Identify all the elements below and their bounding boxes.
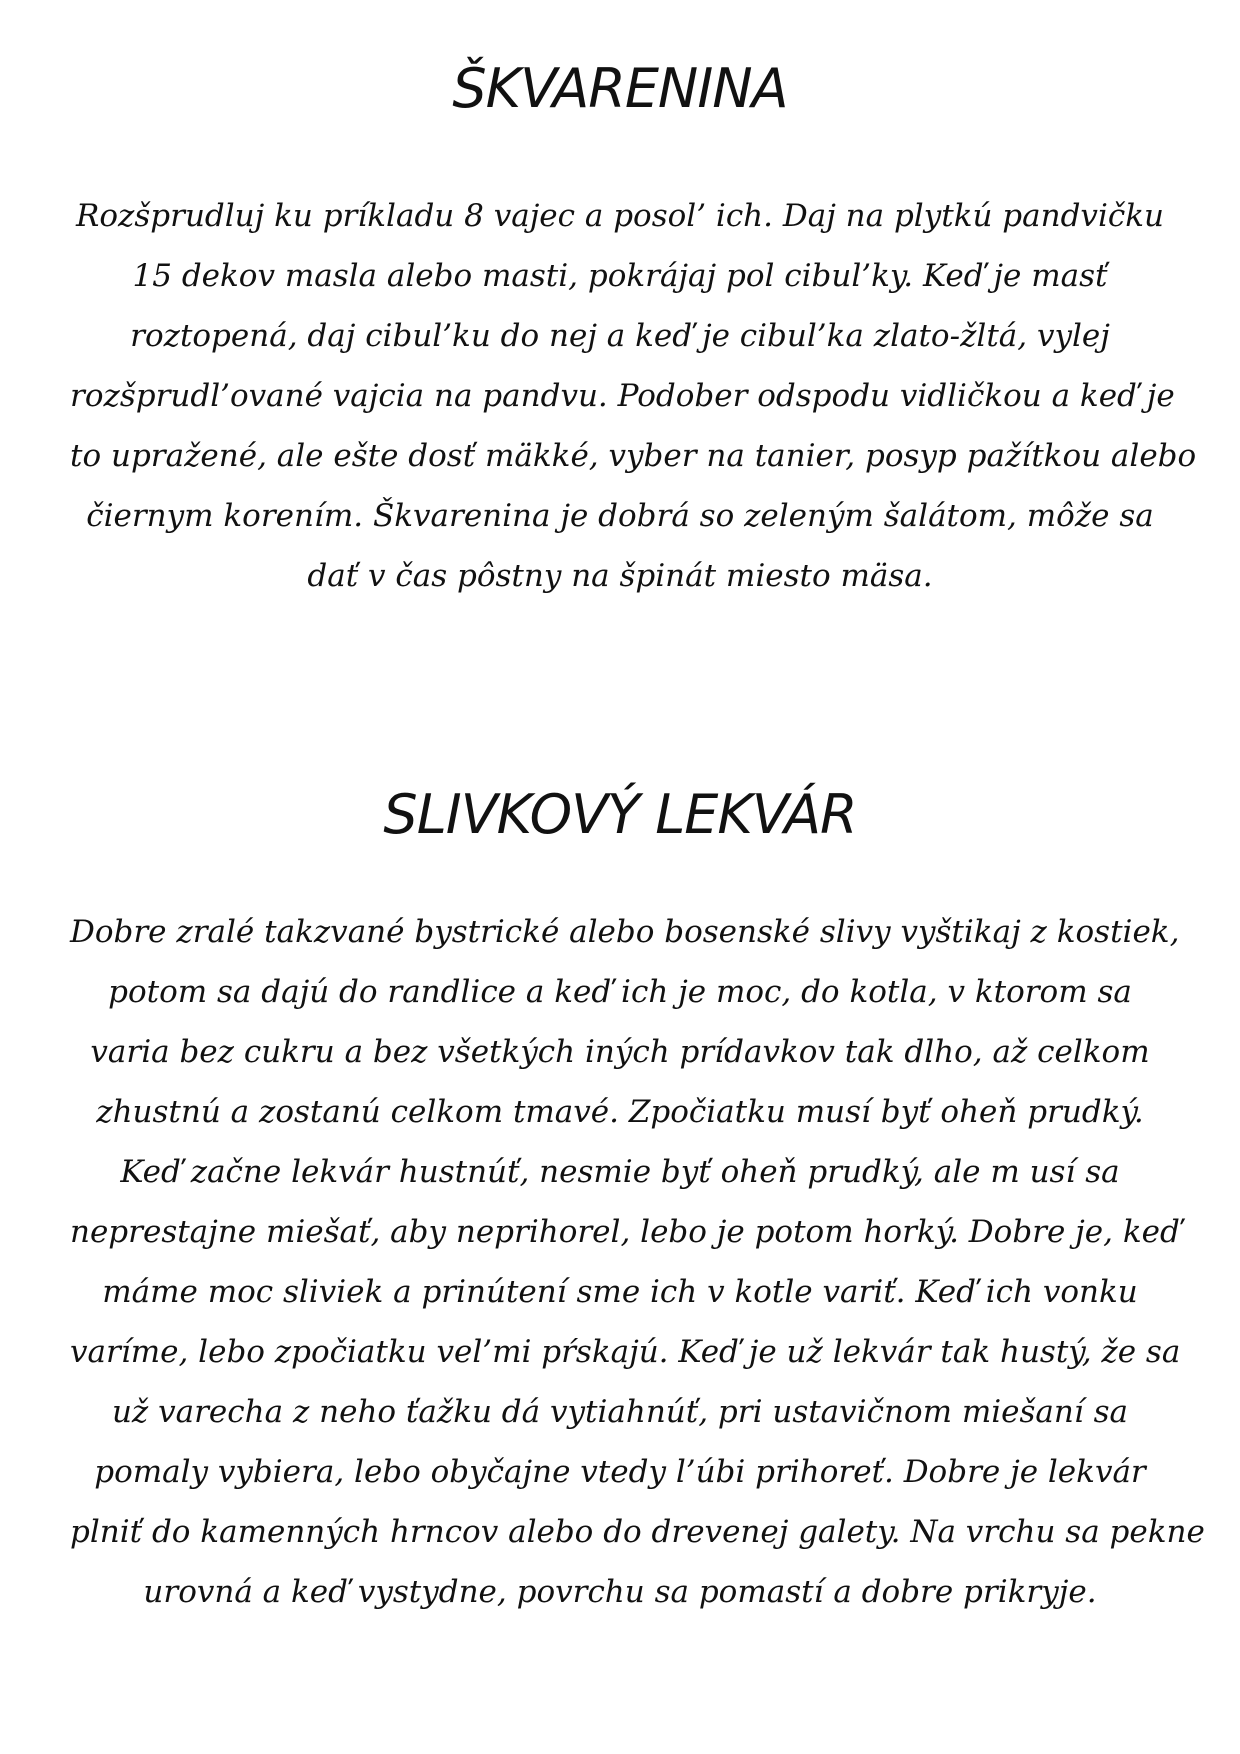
text-line: urovná a keď vystydne, povrchu sa pomastí a dobre prikryje.	[143, 1574, 1097, 1610]
recipe-text	[70, 902, 1205, 1622]
text-line: varíme, lebo zpočiatku vel’mi pŕskajú. Keď je už lekvár tak hustý, že sa	[70, 1334, 1181, 1370]
text-line: rozšprudl’ované vajcia na pandvu. Podober odspodu vidličkou a keď je	[70, 378, 1175, 414]
recipe-skvarenina	[0, 57, 1240, 606]
text-line: čiernym korením. Škvarenina je dobrá so zeleným šalátom, môže sa	[86, 498, 1154, 534]
text-line: Dobre zralé takzvané bystrické alebo bosenské slivy vyštikaj z kostiek,	[70, 914, 1180, 950]
recipe-text	[70, 186, 1197, 606]
text-line: roztopená, daj cibul’ku do nej a keď je cibul’ka zlato-žltá, vylej	[130, 318, 1110, 354]
text-line: zhustnú a zostanú celkom tmavé. Zpočiatku musí byť oheň prudký.	[96, 1094, 1144, 1130]
text-line: pomaly vybiera, lebo obyčajne vtedy l’úbi prihoreť. Dobre je lekvár	[94, 1454, 1146, 1490]
text-line: varia bez cukru a bez všetkých iných prídavkov tak dlho, až celkom	[90, 1034, 1150, 1070]
recipe-slivkovy-lekvar	[0, 783, 1240, 1622]
text-line: Rozšprudluj ku príkladu 8 vajec a posol’ ich. Daj na plytkú pandvičku	[76, 198, 1164, 234]
text-line: neprestajne miešať, aby neprihorel, lebo je potom horký. Dobre je, keď	[70, 1214, 1180, 1250]
text-line: už varecha z neho ťažku dá vytiahnúť, pri ustavičnom miešaní sa	[111, 1394, 1129, 1430]
text-line: Keď začne lekvár hustnúť, nesmie byť oheň prudký, ale m usí sa	[120, 1154, 1120, 1190]
text-line: plniť do kamenných hrncov alebo do drevenej galety. Na vrchu sa pekne	[70, 1514, 1205, 1550]
recipe-title: SLIVKOVÝ LEKVÁR	[383, 783, 857, 846]
text-line: dať v čas pôstny na špinát miesto mäsa.	[307, 558, 933, 594]
text-line: 15 dekov masla alebo masti, pokrájaj pol cibul’ky. Keď je masť	[132, 258, 1108, 294]
text-line: potom sa dajú do randlice a keď ich je moc, do kotla, v ktorom sa	[108, 974, 1132, 1010]
text-line: máme moc sliviek a prinútení sme ich v kotle variť. Keď ich vonku	[102, 1274, 1138, 1310]
text-line: to upražené, ale ešte dosť mäkké, vyber na tanier, posyp pažítkou alebo	[70, 438, 1197, 474]
recipe-title: ŠKVARENINA	[452, 57, 788, 120]
